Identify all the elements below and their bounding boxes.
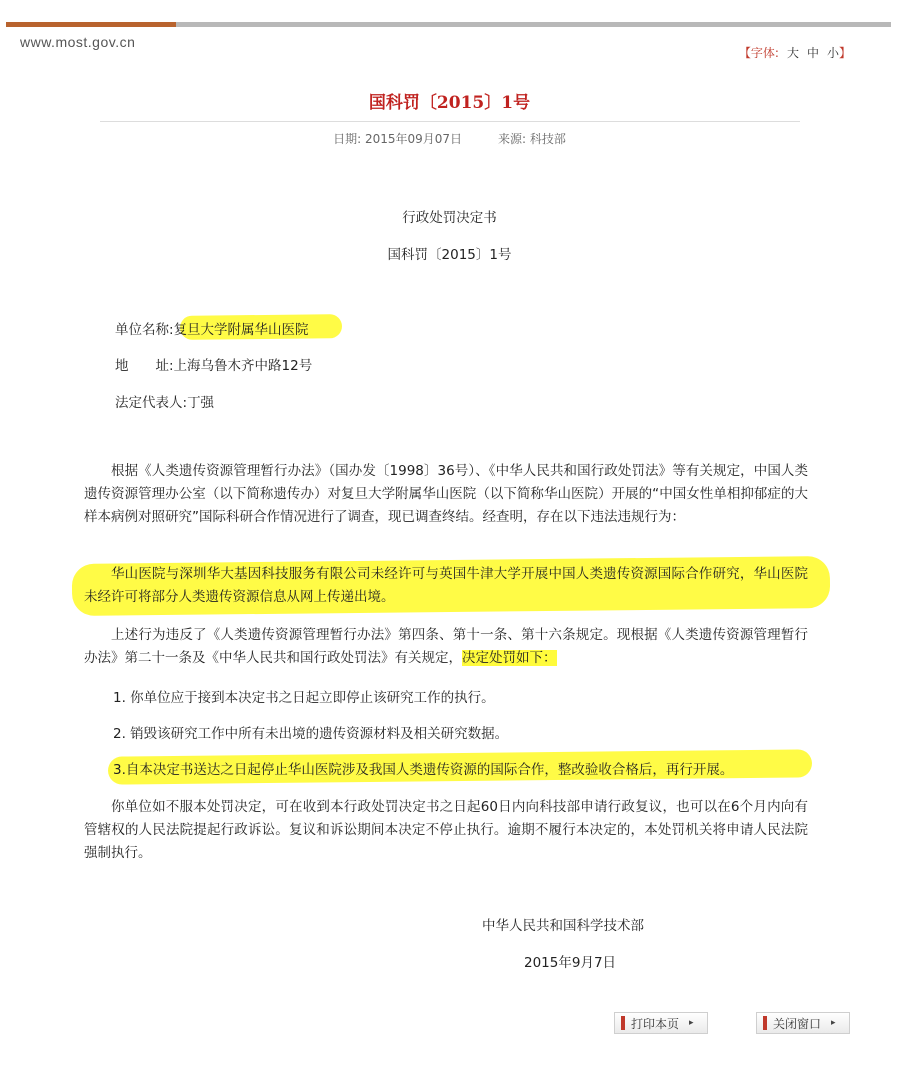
decision-highlight: 决定处罚如下： bbox=[462, 650, 557, 666]
print-button-label: 打印本页 bbox=[631, 1016, 680, 1031]
representative-row bbox=[115, 391, 214, 411]
print-button-marker bbox=[621, 1016, 625, 1030]
article-meta bbox=[0, 130, 899, 147]
signature-org: 中华人民共和国科学技术部 bbox=[482, 918, 644, 934]
address-row bbox=[115, 354, 312, 374]
close-window-button[interactable] bbox=[756, 1012, 850, 1034]
close-button-label: 关闭窗口 bbox=[773, 1016, 822, 1031]
document-number: 国科罚〔2015〕1号 bbox=[387, 247, 512, 263]
font-size-label: 字体: bbox=[750, 46, 779, 60]
paragraph-findings: 根据《人类遗传资源管理暂行办法》（国办发〔1998〕36号）、《中华人民共和国行政处罚法》等有关规定，中国人类遗传资源管理办公室（以下简称遗传办）对复旦大学附属华山医院（以下简称华山医院）开展的“中国女性单相抑郁症的大样本病例对照研究”国际科研合作情况进行了调查，现已调查终结。经查明，存在以下违法违规行为： bbox=[84, 463, 808, 525]
arrow-right-icon: ▸ bbox=[689, 1018, 694, 1028]
paragraph-appeal: 你单位如不服本处罚决定，可在收到本行政处罚决定书之日起60日内向科技部申请行政复议，也可以在6个月内向有管辖权的人民法院提起行政诉讼。复议和诉讼期间本决定不停止执行。逾期不履行本决定的，本处罚机关将申请人民法院强制执行。 bbox=[84, 799, 808, 861]
font-size-small[interactable]: 小 bbox=[826, 46, 839, 60]
article-title: 国科罚〔2015〕1号 bbox=[368, 93, 531, 113]
bracket-open: 【 bbox=[738, 46, 751, 60]
penalty-item-1: 1. 你单位应于接到本决定书之日起立即停止该研究工作的执行。 bbox=[113, 690, 495, 706]
paragraph-violation: 华山医院与深圳华大基因科技服务有限公司未经许可与英国牛津大学开展中国人类遗传资源国际合作研究，华山医院未经许可将部分人类遗传资源信息从网上传递出境。 bbox=[84, 566, 808, 605]
unit-label: 单位名称: bbox=[115, 322, 174, 338]
paragraph-decision bbox=[84, 624, 808, 670]
font-size-medium[interactable]: 中 bbox=[806, 46, 819, 60]
font-size-switcher bbox=[739, 44, 851, 61]
arrow-right-icon: ▸ bbox=[831, 1018, 836, 1028]
document-heading: 行政处罚决定书 bbox=[402, 210, 497, 226]
bracket-close: 】 bbox=[838, 46, 851, 60]
site-url: www.most.gov.cn bbox=[20, 34, 136, 50]
top-bar bbox=[6, 22, 891, 27]
address-value: 上海乌鲁木齐中路12号 bbox=[173, 358, 313, 374]
signature-date: 2015年9月7日 bbox=[524, 955, 617, 971]
article-date: 日期: 2015年09月07日 bbox=[333, 132, 463, 146]
title-divider bbox=[100, 121, 800, 122]
close-button-marker bbox=[763, 1016, 767, 1030]
unit-name-row bbox=[115, 318, 309, 338]
print-button[interactable] bbox=[614, 1012, 708, 1034]
font-size-large[interactable]: 大 bbox=[786, 46, 799, 60]
representative-label: 法定代表人: bbox=[115, 395, 188, 411]
penalty-item-3: 3.自本决定书送达之日起停止华山医院涉及我国人类遗传资源的国际合作，整改验收合格后，再行开展。 bbox=[113, 762, 734, 778]
unit-value: 复旦大学附属华山医院 bbox=[173, 322, 309, 338]
top-bar-accent bbox=[6, 22, 176, 27]
decision-basis: 上述行为违反了《人类遗传资源管理暂行办法》第四条、第十一条、第十六条规定。现根据《人类遗传资源管理暂行办法》第二十一条及《中华人民共和国行政处罚法》有关规定， bbox=[84, 627, 808, 666]
article-source: 来源: 科技部 bbox=[498, 132, 566, 146]
penalty-item-2: 2. 销毁该研究工作中所有未出境的遗传资源材料及相关研究数据。 bbox=[113, 726, 509, 742]
representative-value: 丁强 bbox=[187, 395, 215, 411]
address-label: 地 址: bbox=[115, 358, 174, 374]
